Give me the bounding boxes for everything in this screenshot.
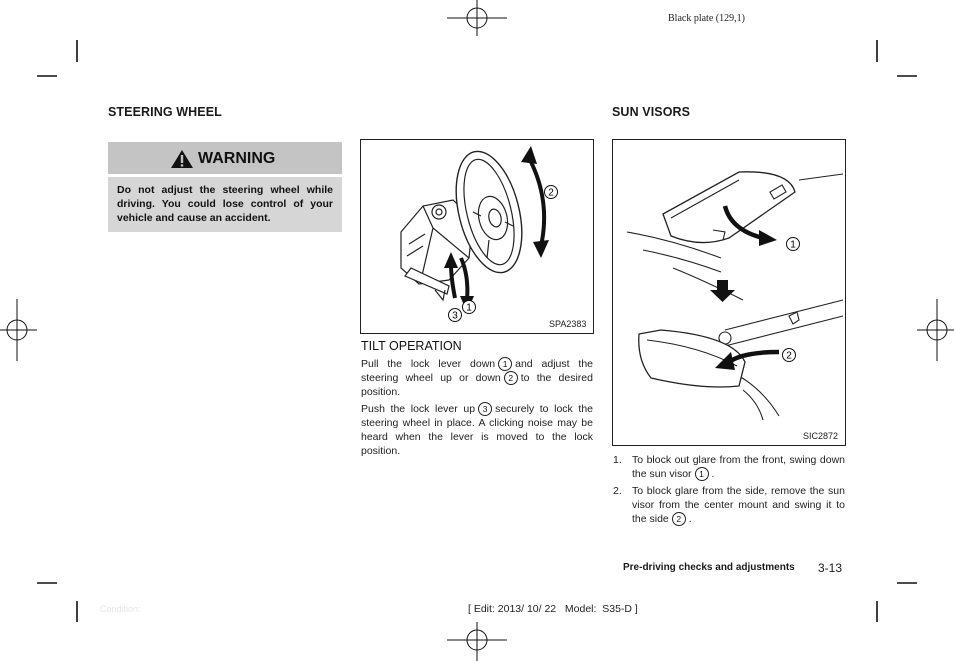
visor-item1-text-a: To block out glare from the front, swing down the sun visor xyxy=(632,454,845,480)
visor-callout-2: 2 xyxy=(786,350,792,362)
inline-callout-2: 2 xyxy=(504,371,518,385)
list-item-text xyxy=(632,453,845,481)
visor-item1-text-b: . xyxy=(711,468,715,480)
warning-icon xyxy=(170,149,194,169)
inline-callout-1: 1 xyxy=(695,467,709,481)
edit-info: [ Edit: 2013/ 10/ 22 Model: S35-D ] xyxy=(468,603,638,615)
inline-callout-1: 1 xyxy=(498,357,512,371)
tilt-p2-text-a: Push the lock lever up xyxy=(361,403,476,415)
steering-wheel-illustration xyxy=(361,140,593,333)
plate-label: Black plate (129,1) xyxy=(668,13,745,24)
tilt-figure xyxy=(360,139,594,334)
warning-text: Do not adjust the steering wheel while driving. You could lose control of your vehicle and cause an accident. xyxy=(117,184,333,224)
visor-figure-code: SIC2872 xyxy=(803,431,839,441)
sun-visors-heading: SUN VISORS xyxy=(612,105,691,119)
tilt-paragraph-2 xyxy=(361,402,593,458)
warning-header xyxy=(108,142,342,174)
tilt-callout-3: 3 xyxy=(452,310,458,322)
tilt-callout-1: 1 xyxy=(466,302,472,314)
tilt-p1-text-c: to the desired position. xyxy=(361,372,593,399)
warning-title: WARNING xyxy=(198,150,276,167)
inline-callout-3: 3 xyxy=(478,402,492,416)
warning-body xyxy=(108,177,342,232)
visor-callout-1: 1 xyxy=(790,239,796,251)
tilt-callout-2: 2 xyxy=(548,187,554,199)
tilt-p2-text-b: securely to lock the steering wheel in place. A clicking noise may be heard when the lever is moved to the lock position. xyxy=(361,403,593,458)
list-item-number: 1. xyxy=(613,454,622,466)
visor-item2-text-b: . xyxy=(688,513,692,525)
inline-callout-2: 2 xyxy=(672,512,686,526)
list-item xyxy=(613,484,845,528)
page-number: 3-13 xyxy=(818,561,843,575)
visor-item2-text-a: To block glare from the side, remove the sun visor from the center mount and swing it to the side xyxy=(632,485,845,525)
tilt-p1-text-a: Pull the lock lever down xyxy=(361,358,496,370)
condition-label: Condition: xyxy=(100,604,141,614)
list-item xyxy=(613,453,845,483)
tilt-p1-text-b: and adjust the steering wheel up or down xyxy=(361,358,593,385)
steering-wheel-heading: STEERING WHEEL xyxy=(108,105,222,119)
tilt-operation-heading: TILT OPERATION xyxy=(361,339,462,353)
tilt-figure-code: SPA2383 xyxy=(549,319,587,329)
sun-visor-figure xyxy=(612,139,846,446)
footer-section-title: Pre-driving checks and adjustments xyxy=(623,562,795,573)
list-item-number: 2. xyxy=(613,485,622,497)
sun-visor-illustration xyxy=(613,140,845,445)
list-item-text xyxy=(632,484,845,526)
tilt-paragraph-1 xyxy=(361,357,593,399)
